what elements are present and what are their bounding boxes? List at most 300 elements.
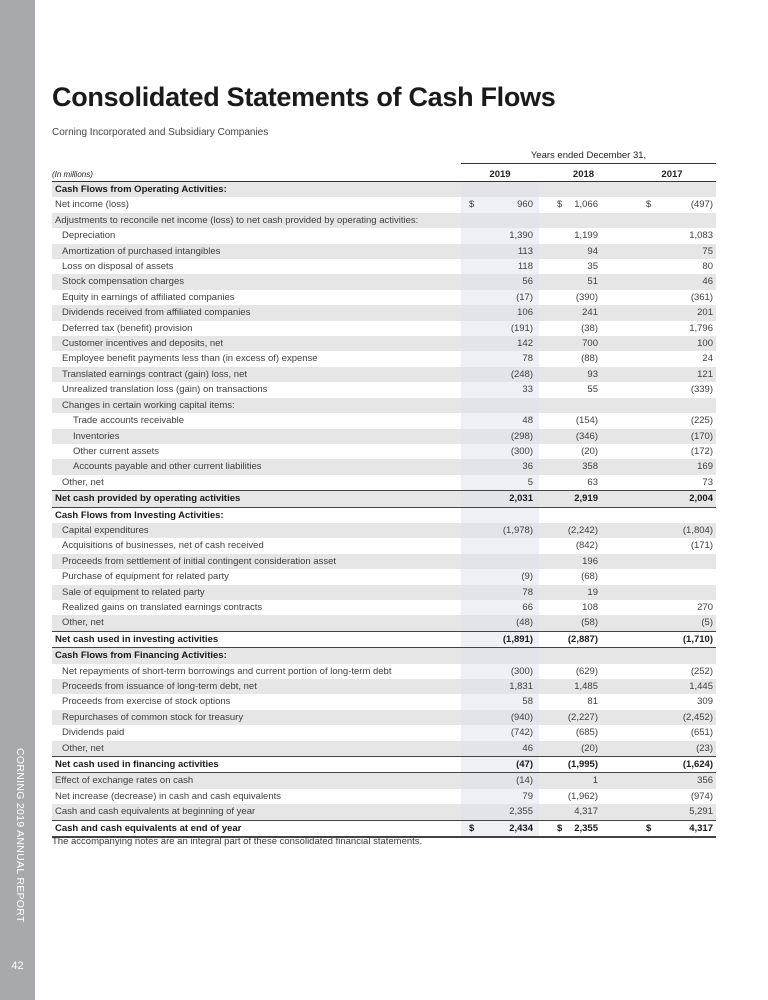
- value-cell-2019: [461, 615, 539, 631]
- table-row: [52, 475, 716, 491]
- report-title: CORNING 2019 ANNUAL REPORT: [14, 748, 26, 923]
- value-cell-2019: [461, 398, 539, 413]
- value-cell-2017: [628, 554, 716, 569]
- value-cell-2019: [461, 679, 539, 694]
- cell-value: (2,452): [682, 711, 713, 723]
- row-label: Adjustments to reconcile net income (loss) to net cash provided by operating activities:: [52, 213, 461, 228]
- value-cell-2017: [628, 305, 716, 320]
- value-cell-2018: [539, 491, 628, 507]
- value-cell-2018: [539, 197, 628, 212]
- cash-flow-table-container: [52, 167, 716, 838]
- row-label: Other, net: [52, 741, 461, 757]
- value-cell-2018: [539, 615, 628, 631]
- cell-value: 106: [517, 307, 533, 319]
- value-cell-2018: [539, 789, 628, 804]
- cell-value: 2,004: [689, 493, 713, 505]
- value-cell-2017: [628, 507, 716, 523]
- value-cell-2018: [539, 351, 628, 366]
- cell-value: (842): [575, 540, 598, 552]
- value-cell-2019: [461, 600, 539, 615]
- value-cell-2018: [539, 538, 628, 553]
- table-row: [52, 351, 716, 366]
- cell-value: 196: [582, 555, 598, 567]
- value-cell-2017: [628, 725, 716, 740]
- table-row: [52, 244, 716, 259]
- value-cell-2018: [539, 382, 628, 397]
- table-row: [52, 679, 716, 694]
- table-row: [52, 197, 716, 212]
- cell-value: (1,710): [682, 633, 713, 645]
- value-cell-2017: [628, 491, 716, 507]
- value-cell-2017: [628, 757, 716, 773]
- table-row: [52, 710, 716, 725]
- row-label: Trade accounts receivable: [73, 415, 185, 427]
- value-cell-2017: [628, 820, 716, 837]
- row-label: Cash Flows from Investing Activities:: [55, 509, 224, 521]
- value-cell-2017: [628, 459, 716, 474]
- cell-value: (1,962): [567, 790, 598, 802]
- value-cell-2019: [461, 321, 539, 336]
- period-header: Years ended December 31,: [461, 150, 716, 164]
- cell-value: 121: [697, 368, 713, 380]
- cell-value: 19: [587, 586, 598, 598]
- value-cell-2018: [539, 773, 628, 789]
- table-row: [52, 725, 716, 740]
- cell-value: (38): [581, 322, 598, 334]
- company-subtitle: Corning Incorporated and Subsidiary Companies: [52, 127, 269, 138]
- value-cell-2019: [461, 259, 539, 274]
- row-label: Proceeds from settlement of initial contingent consideration asset: [52, 554, 461, 569]
- table-row: [52, 305, 716, 320]
- row-label: Proceeds from exercise of stock options: [62, 696, 231, 708]
- cell-value: 81: [587, 696, 598, 708]
- cell-value: 78: [522, 586, 533, 598]
- cell-value: 2,355: [574, 822, 598, 834]
- value-cell-2019: [461, 741, 539, 757]
- cell-value: 63: [587, 476, 598, 488]
- unit-label: (In millions): [52, 167, 461, 182]
- cell-value: 80: [702, 261, 713, 273]
- cell-value: 36: [522, 461, 533, 473]
- value-cell-2018: [539, 741, 628, 757]
- cell-value: (346): [575, 430, 598, 442]
- value-cell-2019: [461, 336, 539, 351]
- value-cell-2019: [461, 773, 539, 789]
- currency-symbol: $: [557, 199, 563, 211]
- row-label: Other, net: [62, 476, 104, 488]
- value-cell-2018: [539, 398, 628, 413]
- value-cell-2018: [539, 444, 628, 459]
- row-label: Dividends paid: [62, 727, 125, 739]
- value-cell-2018: [539, 804, 628, 820]
- table-row: [52, 773, 716, 789]
- row-label: Net increase (decrease) in cash and cash equivalents: [55, 790, 282, 802]
- value-cell-2017: [628, 789, 716, 804]
- value-cell-2018: [539, 710, 628, 725]
- table-row: [52, 538, 716, 553]
- cell-value: 35: [587, 261, 598, 273]
- page-number: 42: [11, 960, 24, 972]
- cell-value: 94: [587, 245, 598, 257]
- value-cell-2019: [461, 523, 539, 538]
- cell-value: 56: [522, 276, 533, 288]
- value-cell-2017: [628, 321, 716, 336]
- cell-value: 24: [702, 353, 713, 365]
- cell-value: (252): [690, 665, 713, 677]
- cell-value: 48: [522, 415, 533, 427]
- value-cell-2017: [628, 600, 716, 615]
- value-cell-2018: [539, 413, 628, 428]
- value-cell-2017: [628, 274, 716, 289]
- value-cell-2018: [539, 648, 628, 664]
- value-cell-2019: [461, 367, 539, 382]
- table-row: [52, 459, 716, 474]
- value-cell-2018: [539, 367, 628, 382]
- cell-value: (5): [701, 617, 713, 629]
- row-label: Changes in certain working capital items:: [52, 398, 461, 413]
- value-cell-2017: [628, 631, 716, 647]
- row-label: Sale of equipment to related party: [52, 585, 461, 600]
- row-label: Customer incentives and deposits, net: [52, 336, 461, 351]
- value-cell-2017: [628, 197, 716, 212]
- value-cell-2019: [461, 459, 539, 474]
- row-label: Translated earnings contract (gain) loss, net: [52, 367, 461, 382]
- table-row: [52, 600, 716, 615]
- value-cell-2017: [628, 648, 716, 664]
- value-cell-2018: [539, 244, 628, 259]
- value-cell-2019: [461, 725, 539, 740]
- column-header-2019: 2019: [461, 167, 539, 182]
- value-cell-2019: [461, 197, 539, 212]
- value-cell-2018: [539, 274, 628, 289]
- cash-flow-table: [52, 167, 716, 838]
- value-cell-2017: [628, 773, 716, 789]
- cell-value: (1,891): [502, 633, 533, 645]
- value-cell-2019: [461, 694, 539, 709]
- table-row: [52, 382, 716, 397]
- value-cell-2018: [539, 631, 628, 647]
- cell-value: 51: [587, 276, 598, 288]
- row-label: Accounts payable and other current liabilities: [52, 459, 461, 474]
- table-row: [52, 804, 716, 820]
- row-label: Acquisitions of businesses, net of cash received: [62, 540, 264, 552]
- value-cell-2017: [628, 444, 716, 459]
- row-label: Net cash used in investing activities: [52, 631, 461, 647]
- value-cell-2017: [628, 664, 716, 679]
- cell-value: 46: [522, 742, 533, 754]
- value-cell-2018: [539, 228, 628, 243]
- table-row: [52, 413, 716, 428]
- cell-value: (20): [581, 742, 598, 754]
- value-cell-2017: [628, 804, 716, 820]
- cell-value: (9): [521, 571, 533, 583]
- cell-value: (172): [690, 445, 713, 457]
- cell-value: 100: [697, 338, 713, 350]
- value-cell-2019: [461, 382, 539, 397]
- value-cell-2019: [461, 648, 539, 664]
- value-cell-2019: [461, 413, 539, 428]
- total-row: [52, 631, 716, 647]
- cell-value: (171): [690, 540, 713, 552]
- table-row: [52, 429, 716, 444]
- row-label: Effect of exchange rates on cash: [52, 773, 461, 789]
- cell-value: 1,831: [509, 681, 533, 692]
- section-header-row: [52, 648, 716, 664]
- value-cell-2018: [539, 554, 628, 569]
- cell-value: 1,796: [689, 322, 713, 334]
- cell-value: 169: [697, 461, 713, 473]
- value-cell-2019: [461, 290, 539, 305]
- cell-value: 241: [582, 307, 598, 319]
- value-cell-2018: [539, 336, 628, 351]
- value-cell-2018: [539, 213, 628, 228]
- value-cell-2017: [628, 710, 716, 725]
- value-cell-2019: [461, 444, 539, 459]
- cell-value: (1,624): [682, 759, 713, 771]
- value-cell-2017: [628, 679, 716, 694]
- value-cell-2019: [461, 475, 539, 491]
- cell-value: (170): [690, 430, 713, 442]
- cell-value: 1: [592, 775, 598, 787]
- cell-value: (1,995): [567, 759, 598, 771]
- row-label: Cash Flows from Operating Activities:: [52, 182, 461, 198]
- cell-value: 356: [697, 775, 713, 787]
- value-cell-2017: [628, 694, 716, 709]
- value-cell-2017: [628, 382, 716, 397]
- cell-value: (2,227): [567, 711, 598, 723]
- value-cell-2018: [539, 585, 628, 600]
- cell-value: 58: [522, 696, 533, 708]
- value-cell-2018: [539, 259, 628, 274]
- cell-value: 2,434: [509, 822, 533, 834]
- cell-value: 46: [702, 276, 713, 288]
- table-row: [52, 274, 716, 289]
- currency-symbol: $: [646, 199, 652, 211]
- value-cell-2017: [628, 523, 716, 538]
- value-cell-2018: [539, 569, 628, 584]
- value-cell-2019: [461, 507, 539, 523]
- section-header-row: [52, 182, 716, 198]
- cell-value: (248): [510, 368, 533, 380]
- cell-value: (14): [516, 775, 533, 787]
- value-cell-2019: [461, 429, 539, 444]
- total-row: [52, 820, 716, 837]
- value-cell-2018: [539, 679, 628, 694]
- cell-value: (629): [575, 665, 598, 677]
- cell-value: (48): [516, 617, 533, 629]
- row-label: Loss on disposal of assets: [62, 261, 174, 273]
- value-cell-2017: [628, 213, 716, 228]
- currency-symbol: $: [557, 822, 563, 834]
- page-title: Consolidated Statements of Cash Flows: [52, 82, 556, 112]
- cell-value: (974): [690, 790, 713, 802]
- cell-value: (47): [516, 759, 533, 771]
- cell-value: (300): [510, 445, 533, 457]
- cell-value: 201: [697, 307, 713, 319]
- value-cell-2017: [628, 228, 716, 243]
- sidebar: [0, 0, 35, 1000]
- value-cell-2019: [461, 804, 539, 820]
- value-cell-2017: [628, 259, 716, 274]
- value-cell-2017: [628, 398, 716, 413]
- cell-value: 309: [697, 696, 713, 708]
- table-row: [52, 228, 716, 243]
- value-cell-2017: [628, 475, 716, 491]
- cell-value: 113: [517, 245, 533, 257]
- cell-value: 2,355: [509, 806, 533, 818]
- row-label: Stock compensation charges: [52, 274, 461, 289]
- total-row: [52, 757, 716, 773]
- cell-value: (390): [575, 291, 598, 303]
- value-cell-2017: [628, 413, 716, 428]
- cell-value: 108: [582, 601, 598, 613]
- value-cell-2019: [461, 554, 539, 569]
- value-cell-2017: [628, 429, 716, 444]
- table-row: [52, 741, 716, 757]
- cell-value: 142: [517, 338, 533, 350]
- cell-value: 1,445: [689, 681, 713, 692]
- row-label: Proceeds from issuance of long-term debt, net: [52, 679, 461, 694]
- cell-value: 55: [587, 384, 598, 396]
- table-row: [52, 367, 716, 382]
- row-label: Repurchases of common stock for treasury: [52, 710, 461, 725]
- column-header-2017: 2017: [628, 167, 716, 182]
- table-row: [52, 585, 716, 600]
- value-cell-2018: [539, 600, 628, 615]
- value-cell-2017: [628, 351, 716, 366]
- table-row: [52, 444, 716, 459]
- value-cell-2018: [539, 820, 628, 837]
- cell-value: (497): [690, 199, 713, 211]
- row-label: Net repayments of short-term borrowings and current portion of long-term debt: [62, 665, 392, 677]
- value-cell-2019: [461, 569, 539, 584]
- value-cell-2019: [461, 305, 539, 320]
- value-cell-2017: [628, 336, 716, 351]
- cell-value: 700: [582, 338, 598, 350]
- row-label: Equity in earnings of affiliated companies: [62, 291, 235, 303]
- cell-value: (20): [581, 445, 598, 457]
- value-cell-2019: [461, 491, 539, 507]
- footnote: The accompanying notes are an integral part of these consolidated financial statements.: [52, 836, 423, 847]
- value-cell-2017: [628, 367, 716, 382]
- cell-value: 5: [527, 476, 533, 488]
- cell-value: 33: [522, 384, 533, 396]
- cell-value: 960: [517, 199, 533, 211]
- value-cell-2019: [461, 664, 539, 679]
- value-cell-2019: [461, 757, 539, 773]
- value-cell-2019: [461, 789, 539, 804]
- table-row: [52, 569, 716, 584]
- value-cell-2019: [461, 631, 539, 647]
- value-cell-2018: [539, 475, 628, 491]
- cell-value: 79: [522, 790, 533, 802]
- row-label: Unrealized translation loss (gain) on transactions: [62, 384, 268, 396]
- cell-value: (685): [575, 727, 598, 739]
- value-cell-2019: [461, 213, 539, 228]
- cell-value: 75: [702, 245, 713, 257]
- table-row: [52, 336, 716, 351]
- cell-value: (88): [581, 353, 598, 365]
- cell-value: 93: [587, 368, 598, 380]
- row-label: Employee benefit payments less than (in excess of) expense: [62, 353, 318, 365]
- value-cell-2018: [539, 429, 628, 444]
- row-label: Depreciation: [62, 230, 116, 242]
- currency-symbol: $: [469, 822, 475, 834]
- cell-value: 1,066: [574, 199, 598, 211]
- table-row: [52, 523, 716, 538]
- cell-value: (361): [690, 291, 713, 303]
- row-label: Net cash used in financing activities: [52, 757, 461, 773]
- cell-value: (58): [581, 617, 598, 629]
- value-cell-2018: [539, 459, 628, 474]
- table-row: [52, 694, 716, 709]
- row-label: Net income (loss): [55, 199, 129, 211]
- value-cell-2017: [628, 538, 716, 553]
- table-row: [52, 398, 716, 413]
- cell-value: 4,317: [574, 806, 598, 818]
- table-row: [52, 554, 716, 569]
- table-row: [52, 789, 716, 804]
- row-label: Deferred tax (benefit) provision: [62, 322, 193, 334]
- cell-value: (2,242): [567, 524, 598, 536]
- value-cell-2018: [539, 305, 628, 320]
- table-row: [52, 290, 716, 305]
- cell-value: 73: [702, 476, 713, 488]
- cell-value: (940): [510, 711, 533, 723]
- cell-value: (298): [510, 430, 533, 442]
- value-cell-2019: [461, 820, 539, 837]
- row-label: Realized gains on translated earnings contracts: [62, 601, 263, 613]
- cell-value: 2,919: [574, 493, 598, 505]
- cell-value: (225): [690, 415, 713, 427]
- value-cell-2018: [539, 507, 628, 523]
- cell-value: 5,291: [689, 806, 713, 818]
- value-cell-2019: [461, 274, 539, 289]
- table-row: [52, 615, 716, 631]
- total-row: [52, 491, 716, 507]
- row-label: Purchase of equipment for related party: [62, 571, 229, 583]
- cell-value: 66: [522, 601, 533, 613]
- value-cell-2018: [539, 182, 628, 198]
- value-cell-2019: [461, 244, 539, 259]
- cell-value: (2,887): [567, 633, 598, 645]
- row-label: Other current assets: [73, 445, 160, 457]
- cell-value: 270: [697, 601, 713, 613]
- currency-symbol: $: [646, 822, 652, 834]
- value-cell-2018: [539, 290, 628, 305]
- value-cell-2018: [539, 694, 628, 709]
- value-cell-2017: [628, 741, 716, 757]
- value-cell-2017: [628, 569, 716, 584]
- cell-value: 4,317: [689, 822, 713, 834]
- cell-value: (191): [510, 322, 533, 334]
- cell-value: (339): [690, 384, 713, 396]
- table-row: [52, 664, 716, 679]
- currency-symbol: $: [469, 199, 475, 211]
- column-header-2018: 2018: [539, 167, 628, 182]
- value-cell-2019: [461, 710, 539, 725]
- value-cell-2018: [539, 321, 628, 336]
- cell-value: (17): [516, 291, 533, 303]
- value-cell-2019: [461, 351, 539, 366]
- cell-value: (1,978): [502, 524, 533, 536]
- cell-value: (23): [696, 742, 713, 754]
- value-cell-2017: [628, 182, 716, 198]
- row-label: Cash and cash equivalents at end of year: [52, 820, 461, 837]
- value-cell-2019: [461, 182, 539, 198]
- value-cell-2017: [628, 585, 716, 600]
- value-cell-2018: [539, 757, 628, 773]
